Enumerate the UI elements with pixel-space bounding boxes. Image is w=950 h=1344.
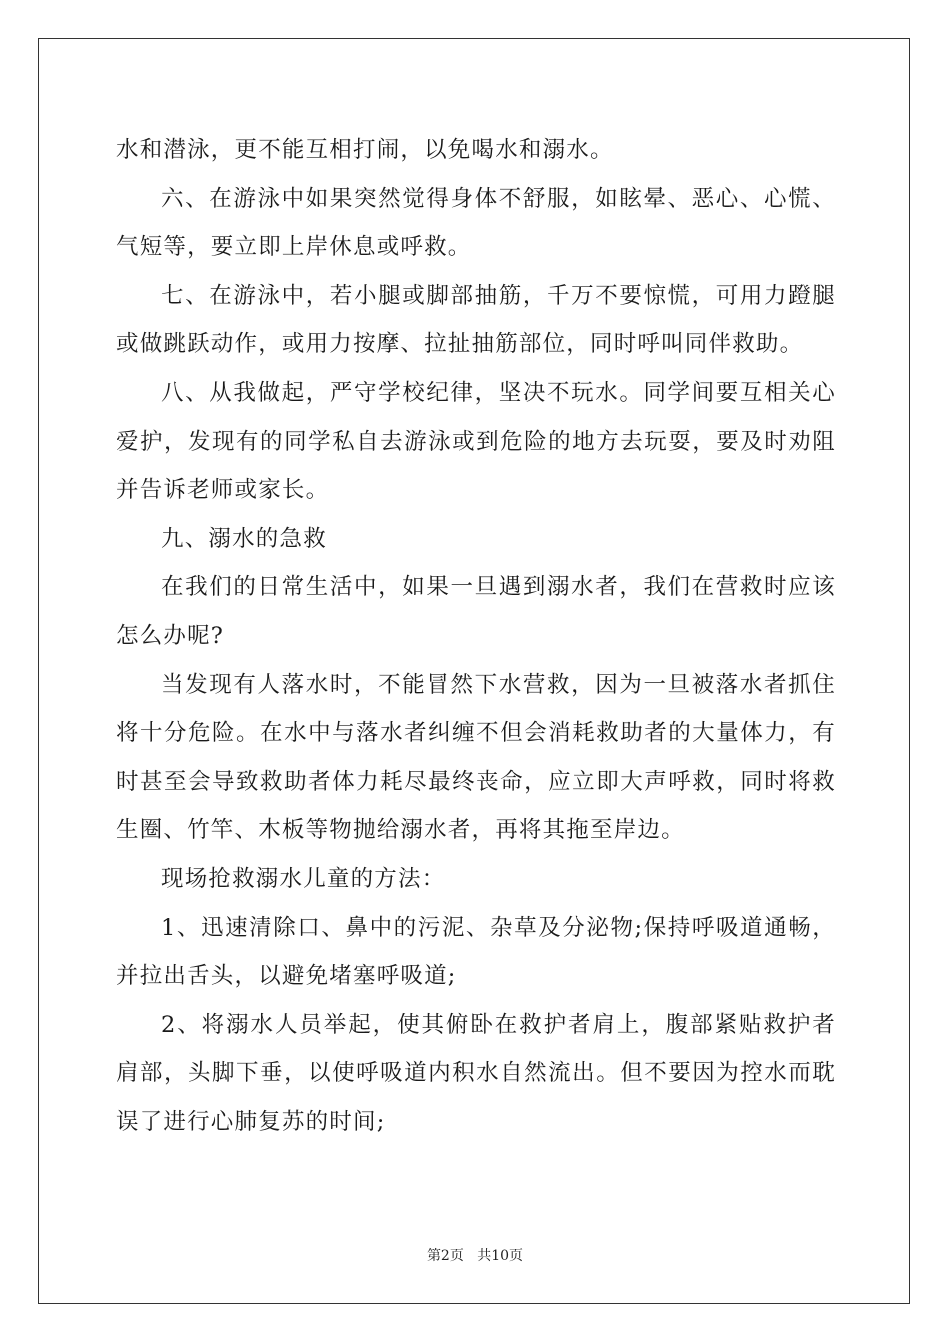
page-footer <box>0 1246 950 1266</box>
paragraph-7: 当发现有人落水时，不能冒然下水营救，因为一旦被落水者抓住将十分危险。在水中与落水者纠缠不但会消耗救助者的大量体力，有时甚至会导致救助者体力耗尽最终丧命，应立即大声呼救，同时将救生圈、竹竿、木板等物抛给溺水者，再将其拖至岸边。 <box>116 671 836 844</box>
section-heading: 九、溺水的急救 <box>161 525 327 552</box>
page-number: 第2页 <box>426 1248 464 1264</box>
page-total: 共10页 <box>477 1248 524 1264</box>
paragraph-6: 在我们的日常生活中，如果一旦遇到溺水者，我们在营救时应该怎么办呢? <box>116 574 836 649</box>
paragraph-10: 2、将溺水人员举起，使其俯卧在救护者肩上，腹部紧贴救护者肩部，头脚下垂，以使呼吸道内积水自然流出。但不要因为控水而耽误了进行心肺复苏的时间; <box>116 1011 836 1135</box>
paragraph-2: 六、在游泳中如果突然觉得身体不舒服，如眩晕、恶心、心慌、气短等，要立即上岸休息或呼救。 <box>116 185 836 261</box>
paragraph-9: 1、迅速清除口、鼻中的污泥、杂草及分泌物;保持呼吸道通畅，并拉出舌头，以避免堵塞呼吸道; <box>116 914 836 990</box>
paragraph-3: 七、在游泳中，若小腿或脚部抽筋，千万不要惊慌，可用力蹬腿或做跳跃动作，或用力按摩、拉扯抽筋部位，同时呼叫同伴救助。 <box>116 282 836 358</box>
paragraph-8: 现场抢救溺水儿童的方法： <box>161 865 446 892</box>
paragraph-4: 八、从我做起，严守学校纪律，坚决不玩水。同学间要互相关心爱护，发现有的同学私自去游泳或到危险的地方去玩耍，要及时劝阻并告诉老师或家长。 <box>116 379 836 504</box>
document-body <box>116 126 836 1146</box>
paragraph-1: 水和潜泳，更不能互相打闹，以免喝水和溺水。 <box>116 137 614 163</box>
footer-spacer <box>464 1248 477 1264</box>
